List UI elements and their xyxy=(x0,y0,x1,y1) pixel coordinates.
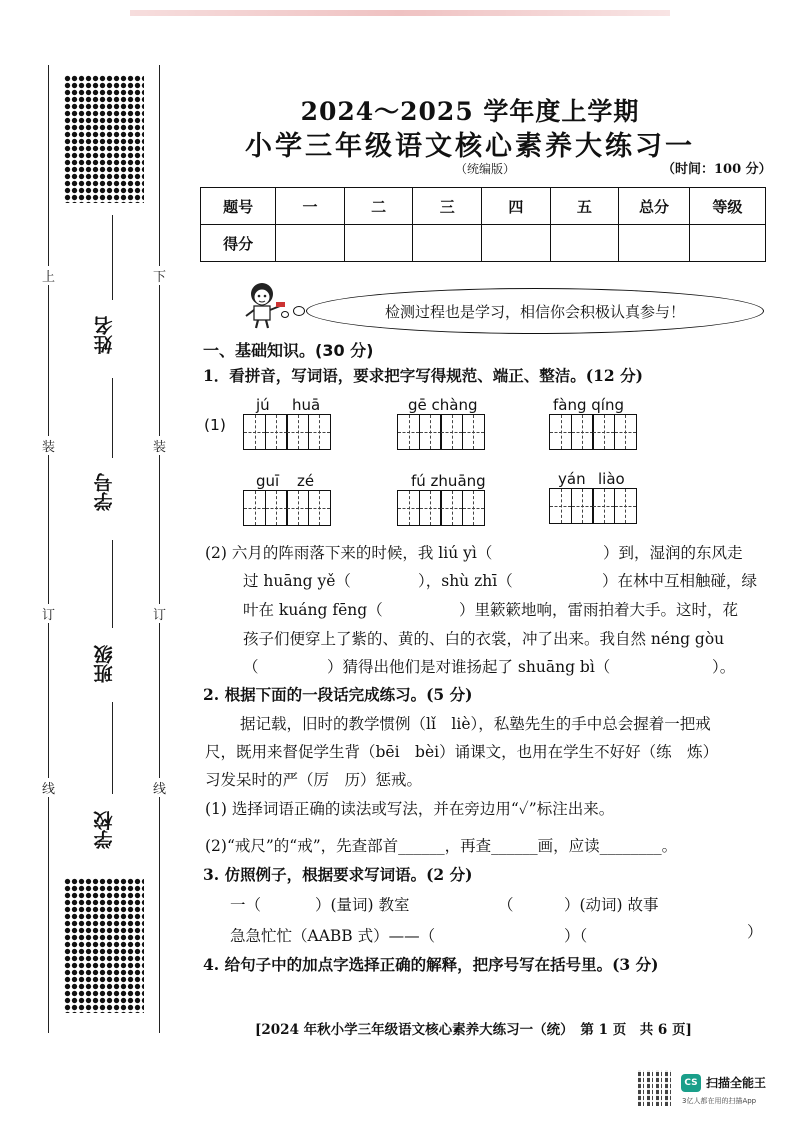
binder-label-ding-left: 订 xyxy=(42,604,55,623)
score-header-cell: 题号 xyxy=(201,188,276,225)
pinyin-ze: zé xyxy=(297,472,315,490)
score-row-label: 得分 xyxy=(201,225,276,262)
grid-cell[interactable] xyxy=(286,414,309,450)
q2-paragraph-line2: 尺，既用来督促学生背（bēi bèi）诵课文，也用在学生不好好（练 炼） xyxy=(205,743,719,761)
writing-grid-juhua[interactable] xyxy=(243,414,331,450)
exam-subtitle: 小学三年级语文核心素养大练习一 xyxy=(245,131,695,162)
field-name-label: 姓名 xyxy=(93,316,116,354)
score-header-cell: 总分 xyxy=(619,188,690,225)
grid-cell[interactable] xyxy=(286,490,309,526)
binding-line-right xyxy=(159,65,160,1033)
field-id-blank[interactable] xyxy=(112,378,113,458)
binder-label-ding-right: 订 xyxy=(153,604,166,623)
score-table-header-row xyxy=(201,188,766,225)
score-cell[interactable] xyxy=(344,225,413,262)
pinyin-hua: huā xyxy=(292,396,321,414)
q2-subquestion-2: (2)“戒尺”的“戒”，先查部首______，再查______画，应读________。 xyxy=(205,837,678,855)
grid-cell[interactable] xyxy=(419,414,442,450)
q3-item3-mid: ）（ xyxy=(564,927,588,945)
q3-item3-end: ） xyxy=(747,923,763,941)
camscanner-tagline: 3亿人都在用的扫描App xyxy=(682,1097,757,1105)
q1-part2-line3a: 叶在 kuáng fēng（ xyxy=(243,601,383,619)
q1-part1-marker: (1) xyxy=(204,416,226,434)
dotted-pattern-bottom xyxy=(64,878,144,1013)
score-header-cell: 一 xyxy=(276,188,345,225)
grid-cell[interactable] xyxy=(571,488,594,524)
bubble-tail-dot-small xyxy=(281,311,289,318)
score-header-cell: 等级 xyxy=(689,188,765,225)
q1-part2-line2c: ）在林中互相触碰，绿 xyxy=(602,572,758,590)
encouragement-text: 检测过程也是学习，相信你会积极认真参与！ xyxy=(384,302,685,321)
grid-cell[interactable] xyxy=(419,490,442,526)
pinyin-liao: liào xyxy=(598,470,625,488)
score-cell[interactable] xyxy=(276,225,345,262)
binder-label-zhuang-right: 装 xyxy=(153,436,166,455)
bubble-tail-dot xyxy=(293,306,305,316)
score-cell[interactable] xyxy=(413,225,482,262)
q3-prompt: 3. 仿照例子，根据要求写词语。(2 分) xyxy=(203,865,473,884)
grid-cell[interactable] xyxy=(462,414,485,450)
field-class-label: 班级 xyxy=(93,645,116,683)
grid-cell[interactable] xyxy=(308,414,331,450)
edition-label: （统编版） xyxy=(455,162,516,176)
writing-grid-yanliao[interactable] xyxy=(549,488,637,524)
time-label: （时间：100 分） xyxy=(662,162,772,177)
score-table-score-row xyxy=(201,225,766,262)
pinyin-gui: guī xyxy=(256,472,280,490)
score-cell[interactable] xyxy=(550,225,619,262)
binder-label-xian-left: 线 xyxy=(42,778,55,797)
score-header-cell: 二 xyxy=(344,188,413,225)
q2-prompt: 2. 根据下面的一段话完成练习。(5 分) xyxy=(203,685,473,704)
binder-label-zhuang-left: 装 xyxy=(42,436,55,455)
score-cell[interactable] xyxy=(482,225,551,262)
grid-cell[interactable] xyxy=(265,490,288,526)
grid-cell[interactable] xyxy=(462,490,485,526)
student-mascot-icon xyxy=(240,280,292,330)
dotted-pattern-top xyxy=(64,75,144,203)
grid-cell[interactable] xyxy=(265,414,288,450)
q1-part2-line5a: （ xyxy=(243,658,259,676)
grid-cell[interactable] xyxy=(549,488,572,524)
q3-item3-prefix: 急急忙忙（AABB 式）——（ xyxy=(230,927,436,945)
q2-paragraph-line3: 习发呆时的严（厉 历）惩戒。 xyxy=(205,771,423,789)
field-school-blank[interactable] xyxy=(112,702,113,794)
field-name-blank[interactable] xyxy=(112,215,113,300)
q1-prompt: 1．看拼音，写词语，要求把字写得规范、端正、整洁。(12 分) xyxy=(203,366,643,385)
binder-label-shang-left: 上 xyxy=(42,266,55,285)
qr-code-icon xyxy=(638,1070,674,1106)
grid-cell[interactable] xyxy=(397,414,420,450)
writing-grid-fangqing[interactable] xyxy=(549,414,637,450)
q1-part2-line1a: (2) 六月的阵雨落下来的时候，我 liú yì（ xyxy=(205,544,493,562)
q4-prompt: 4. 给句子中的加点字选择正确的解释，把序号写在括号里。(3 分) xyxy=(203,955,659,974)
q3-item2-suffix: ）(动词) 故事 xyxy=(564,896,659,914)
grid-cell[interactable] xyxy=(397,490,420,526)
field-id-label: 学号 xyxy=(93,473,116,511)
grid-cell[interactable] xyxy=(592,488,615,524)
q2-subquestion-1: (1) 选择词语正确的读法或写法，并在旁边用“✓”标注出来。 xyxy=(205,800,615,818)
grid-cell[interactable] xyxy=(592,414,615,450)
exam-title: 2024～2025 学年度上学期 xyxy=(300,97,640,126)
encouragement-bubble xyxy=(306,288,764,334)
q3-item1-suffix: ）(量词) 教室 xyxy=(315,896,410,914)
section1-heading: 一、基础知识。(30 分) xyxy=(203,341,374,360)
q3-item1-prefix: 一（ xyxy=(230,896,262,914)
q2-paragraph-line1: 据记载，旧时的教学惯例（lǐ liè），私塾先生的手中总会握着一把戒 xyxy=(240,715,711,733)
score-header-cell: 三 xyxy=(413,188,482,225)
camscanner-name: 扫描全能王 xyxy=(706,1076,767,1090)
pinyin-gechang: gē chàng xyxy=(408,396,478,414)
binding-line-left xyxy=(48,65,49,1033)
score-header-cell: 五 xyxy=(550,188,619,225)
q1-part2-line2b: ），shù zhī（ xyxy=(418,572,513,590)
q1-part2-line5c: ）。 xyxy=(712,658,736,676)
binder-label-xian-right: 线 xyxy=(153,778,166,797)
q1-part2-line5b: ）猜得出他们是对谁扬起了 shuāng bì（ xyxy=(327,658,611,676)
grid-cell[interactable] xyxy=(440,414,463,450)
q1-part2-line2a: 过 huāng yě（ xyxy=(243,572,351,590)
writing-grid-gechang[interactable] xyxy=(397,414,485,450)
grid-cell[interactable] xyxy=(571,414,594,450)
field-school-label: 学校 xyxy=(93,811,116,849)
pinyin-fangqing: fàng qíng xyxy=(553,396,624,414)
q3-item2-prefix: （ xyxy=(498,896,514,914)
score-table xyxy=(200,187,766,262)
page-footer: [2024 年秋小学三年级语文核心素养大练习一（统） 第 1 页 共 6 页] xyxy=(255,1022,692,1038)
pinyin-ju: jú xyxy=(256,396,270,414)
grid-cell[interactable] xyxy=(243,414,266,450)
q1-part2-line4: 孩子们便穿上了紫的、黄的、白的衣裳，冲了出来。我自然 néng gòu xyxy=(243,630,725,648)
grid-cell[interactable] xyxy=(549,414,572,450)
pinyin-fuzhuang: fú zhuāng xyxy=(411,472,486,490)
pinyin-yan: yán xyxy=(558,470,586,488)
field-class-blank[interactable] xyxy=(112,540,113,628)
grid-cell[interactable] xyxy=(614,488,637,524)
grid-cell[interactable] xyxy=(440,490,463,526)
grid-cell[interactable] xyxy=(614,414,637,450)
writing-grid-guize[interactable] xyxy=(243,490,331,526)
q1-part2-line3b: ）里簌簌地响，雷雨拍着大手。这时，花 xyxy=(459,601,739,619)
score-cell[interactable] xyxy=(689,225,765,262)
score-cell[interactable] xyxy=(619,225,690,262)
camscanner-logo-icon: CS xyxy=(681,1074,701,1092)
grid-cell[interactable] xyxy=(243,490,266,526)
score-header-cell: 四 xyxy=(482,188,551,225)
binder-label-xia-right: 下 xyxy=(153,266,166,285)
q1-part2-line1b: ）到，湿润的东风走 xyxy=(603,544,743,562)
writing-grid-fuzhuang[interactable] xyxy=(397,490,485,526)
grid-cell[interactable] xyxy=(308,490,331,526)
top-pink-strip xyxy=(130,10,670,16)
